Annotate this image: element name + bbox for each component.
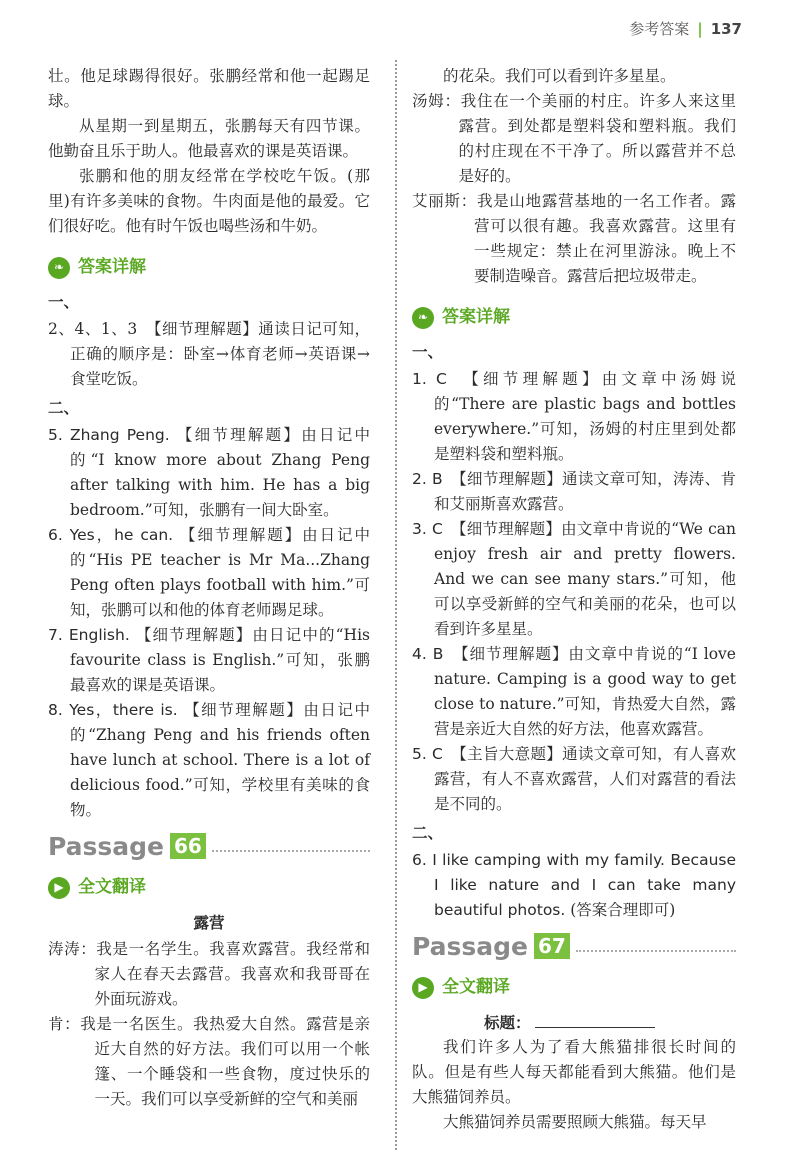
answer-heading-label: 答案详解 [78, 257, 146, 277]
answer-q7-text: 【细节理解题】由日记中的“His favourite class is English.”可知，张鹏最喜欢的课是英语课。 [70, 626, 370, 694]
story-title: 露营 [193, 913, 225, 932]
title-fill-line [484, 1010, 736, 1035]
translation-heading-label: 全文翻译 [442, 977, 510, 997]
section-one-marker: 一、 [412, 343, 444, 361]
answer-r1 [412, 367, 736, 467]
answer-r1-key: 1. C [412, 370, 447, 388]
right-column [412, 64, 736, 1135]
answer-r5-key: 5. C [412, 745, 443, 763]
header-label: 参考答案 [629, 20, 690, 38]
section-two-marker: 二、 [412, 824, 444, 842]
play-icon: ▶ [48, 877, 70, 899]
answer-r2-text: 【细节理解题】通读文章可知，涛涛、肯和艾丽斯喜欢露营。 [434, 470, 736, 513]
answer-q8-key: 8. Yes，there is. [48, 701, 178, 719]
dialogue-taotao: 涛涛：我是一名学生。我喜欢露营。我经常和家人在春天去露营。我喜欢和我哥哥在外面玩游戏。 [48, 940, 370, 1008]
answer-r3 [412, 517, 736, 642]
answer-q8-text: 【细节理解题】由日记中的“Zhang Peng and his friends often have lunch at school. There is a lot of delicious food.”可知，学校里有美味的食物。 [70, 701, 370, 819]
left-column [48, 64, 370, 1112]
passage-67-header [412, 933, 736, 959]
answer-r6-text: (答案合理即可) [570, 901, 676, 919]
passage-number: 66 [170, 833, 206, 859]
passage-word: Passage [412, 931, 529, 961]
answer-r6 [412, 848, 736, 923]
answer-r4-key: 4. B [412, 645, 444, 663]
answer-heading-left [48, 255, 370, 280]
leaf-icon: ❧ [48, 257, 70, 279]
passage-66-header [48, 833, 370, 859]
answer-q5-key: 5. Zhang Peng. [48, 426, 170, 444]
title-blank [535, 1027, 655, 1028]
passage-word: Passage [48, 831, 165, 861]
column-divider [395, 60, 397, 1150]
panda-para-1: 我们许多人为了看大熊猫排很长时间的队。但是有些人每天都能看到大熊猫。他们是大熊猫饲养员。 [412, 1038, 736, 1106]
panda-para-2: 大熊猫饲养员需要照顾大熊猫。每天早 [443, 1113, 707, 1131]
answer-r1-text: 【细节理解题】由文章中汤姆说的“There are plastic bags and bottles everywhere.”可知，汤姆的村庄里到处都是塑料袋和塑料瓶。 [434, 370, 736, 463]
left-para-3: 张鹏和他的朋友经常在学校吃午饭。(那里)有许多美味的食物。牛肉面是他的最爱。它们很好吃。他有时午饭也喝些汤和牛奶。 [48, 167, 370, 235]
answer-q6-key: 6. Yes，he can. [48, 526, 174, 544]
answer-heading-label: 答案详解 [442, 307, 510, 327]
answer-heading-right [412, 305, 736, 330]
answer-r4-text: 【细节理解题】由文章中肯说的“I love nature. Camping is a good way to get close to nature.”可知，肯热爱大自然，露营是亲近大自然的好方法，他喜欢露营。 [434, 645, 736, 738]
passage-number: 67 [534, 933, 570, 959]
play-icon: ▶ [412, 977, 434, 999]
translation-heading-label: 全文翻译 [78, 877, 146, 897]
header-separator: | [697, 19, 703, 38]
answer-q6 [48, 523, 370, 623]
answer-r5-text: 【主旨大意题】通读文章可知，有人喜欢露营，有人不喜欢露营，人们对露营的看法是不同的。 [434, 745, 736, 813]
passage-dotted-rule [576, 950, 736, 952]
translation-heading-left [48, 875, 370, 900]
dialogue-alice: 艾丽斯：我是山地露营基地的一名工作者。露营可以很有趣。我喜欢露营。这里有一些规定：禁止在河里游泳。晚上不要制造噪音。露营后把垃圾带走。 [412, 192, 736, 285]
title-label: 标题： [484, 1013, 531, 1032]
answer-r5 [412, 742, 736, 817]
translation-heading-right [412, 975, 736, 1000]
leaf-icon: ❧ [412, 307, 434, 329]
answer-q8 [48, 698, 370, 823]
answer-q5-text: 【细节理解题】由日记中的“I know more about Zhang Peng after talking with him. He has a big bedroom.”可知，张鹏有一间大卧室。 [70, 426, 370, 519]
answer-q7 [48, 623, 370, 698]
section-two-marker: 二、 [48, 399, 80, 417]
dialogue-ken-continued: 的花朵。我们可以看到许多星星。 [443, 67, 676, 85]
answer-q7-key: 7. English. [48, 626, 130, 644]
answer-r2 [412, 467, 736, 517]
section-one-marker: 一、 [48, 293, 80, 311]
dialogue-ken: 肯：我是一名医生。我热爱大自然。露营是亲近大自然的好方法。我们可以用一个帐篷、一个睡袋和一些食物，度过快乐的一天。我们可以享受新鲜的空气和美丽 [48, 1015, 370, 1108]
left-para-1: 壮。他足球踢得很好。张鹏经常和他一起踢足球。 [48, 67, 370, 110]
passage-dotted-rule [212, 850, 370, 852]
answer-q1-4: 2、4、1、3 【细节理解题】通读日记可知，正确的顺序是：卧室→体育老师→英语课→食堂吃饭。 [48, 320, 370, 388]
answer-r3-key: 3. C [412, 520, 443, 538]
answer-r4 [412, 642, 736, 742]
left-para-2: 从星期一到星期五，张鹏每天有四节课。他勤奋且乐于助人。他最喜欢的课是英语课。 [48, 117, 370, 160]
answer-r3-text: 【细节理解题】由文章中肯说的“We can enjoy fresh air and pretty flowers. And we can see many stars.”可知，他可以享受新鲜的空气和美丽的花朵，也可以看到许多星星。 [434, 520, 736, 638]
answer-q6-text: 【细节理解题】由日记中的“His PE teacher is Mr Ma...Zhang Peng often plays football with him.”可知，张鹏可以和他的体育老师踢足球。 [70, 526, 371, 619]
answer-r2-key: 2. B [412, 470, 443, 488]
dialogue-tom: 汤姆：我住在一个美丽的村庄。许多人来这里露营。到处都是塑料袋和塑料瓶。我们的村庄现在不干净了。所以露营并不总是好的。 [412, 92, 736, 185]
page-header [629, 18, 742, 39]
page-number: 137 [710, 19, 742, 38]
answer-r6-key: 6. I like camping with my family. Because I like nature and I can take many beautiful photos. [412, 851, 736, 919]
answer-q5 [48, 423, 370, 523]
